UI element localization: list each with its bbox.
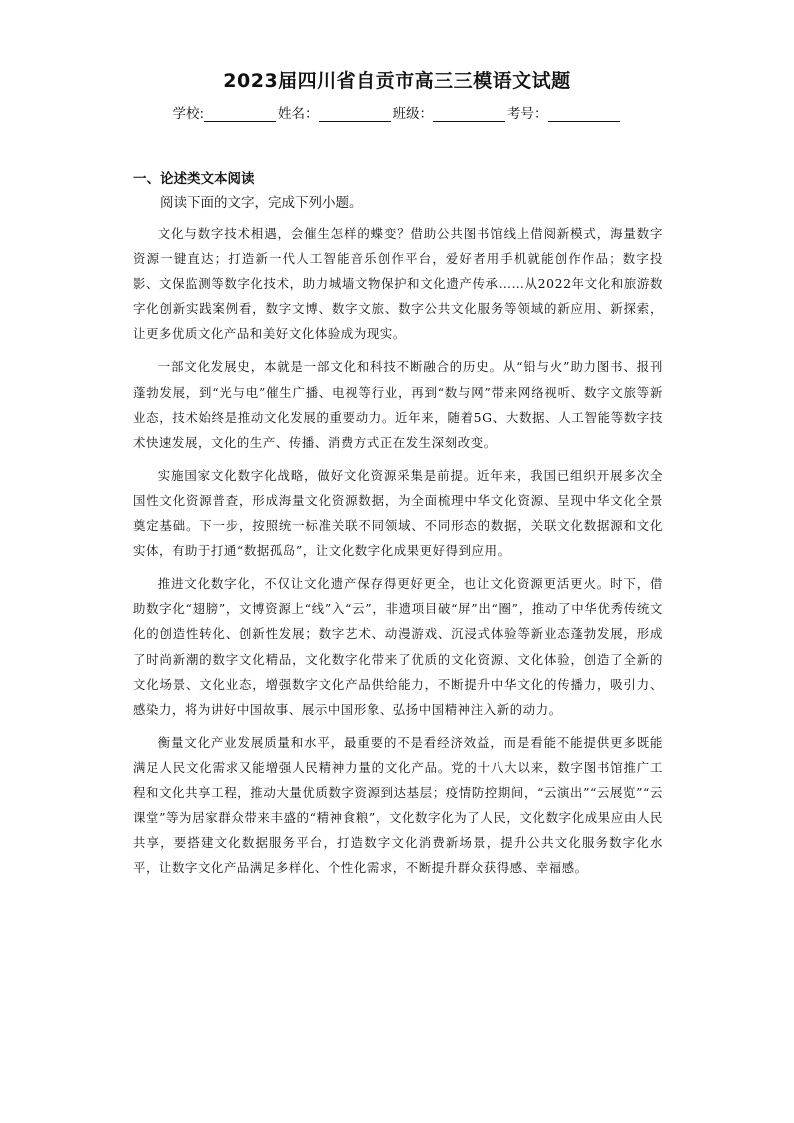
exam-no-blank[interactable] (548, 107, 620, 122)
name-field (278, 102, 393, 122)
section-instruction: 阅读下面的文字，完成下列小题。 (160, 195, 363, 211)
section-heading: 一、论述类文本阅读 (133, 171, 255, 187)
student-info-line (0, 102, 794, 122)
school-field (172, 102, 278, 122)
name-blank[interactable] (319, 107, 391, 122)
passage-paragraph-1: 文化与数字技术相遇，会催生怎样的蝶变？借助公共图书馆线上借阅新模式，海量数字资源一键直达；打造新一代人工智能音乐创作平台，爱好者用手机就能创作作品；数字投影、文保监测等数字化技术，助力城墙文物保护和文化遗产传承……从2022年文化和旅游数字化创新实践案例看，数字文博、数字文旅、数字公共文化服务等领域的新应用、新探索，让更多优质文化产品和美好文化体验成为现实。 (133, 226, 663, 342)
school-label: 学校: (172, 106, 205, 122)
class-label: 班级： (392, 106, 434, 122)
document-title: 2023届四川省自贡市高三三模语文试题 (223, 70, 571, 92)
name-label: 姓名： (278, 106, 319, 122)
passage-paragraph-5: 衡量文化产业发展质量和水平，最重要的不是看经济效益，而是看能不能提供更多既能满足人民文化需求又能增强人民精神力量的文化产品。党的十八大以来，数字图书馆推广工程和文化共享工程，推动大量优质数字资源到达基层；疫情防控期间，“云演出”“云展览”“云课堂”等为居家群众带来丰盛的“精神食粮”，文化数字化为了人民，文化数字化成果应由人民共享，要搭建文化数据服务平台，打造数字文化消费新场景，提升公共文化服务数字化水平，让数字文化产品满足多样化、个性化需求，不断提升群众获得感、幸福感。 (133, 734, 663, 876)
reading-passage (133, 221, 663, 880)
exam-no-label: 考号： (507, 106, 548, 122)
passage-paragraph-2: 一部文化发展史，本就是一部文化和科技不断融合的历史。从“铅与火”助力图书、报刊蓬勃发展，到“光与电”催生广播、电视等行业，再到“数与网”带来网络视听、数字文旅等新业态，技术始终是推动文化发展的重要动力。近年来，随着5G、大数据、人工智能等数字技术快速发展，文化的生产、传播、消费方式正在发生深刻改变。 (133, 359, 663, 450)
class-blank[interactable] (433, 107, 505, 122)
school-blank[interactable] (204, 107, 276, 122)
passage-paragraph-3: 实施国家文化数字化战略，做好文化资源采集是前提。近年来，我国已组织开展多次全国性文化资源普查，形成海量文化资源数据，为全面梳理中华文化资源、呈现中华文化全景奠定基础。下一步，按照统一标准关联不同领域、不同形态的数据，关联文化数据源和文化实体，有助于打通“数据孤岛”，让文化数字化成果更好得到应用。 (133, 467, 663, 559)
exam-no-field (507, 102, 622, 122)
passage-paragraph-4: 推进文化数字化，不仅让文化遗产保存得更好更全，也让文化资源更活更火。时下，借助数字化“翅膀”，文博资源上“线”入“云”，非遗项目破“屏”出“圈”，推动了中华优秀传统文化的创造性转化、创新性发展；数字艺术、动漫游戏、沉浸式体验等新业态蓬勃发展，形成了时尚新潮的数字文化精品，文化数字化带来了优质的文化资源、文化体验，创造了全新的文化场景、文化业态，增强数字文化产品供给能力，不断提升中华文化的传播力，吸引力、感染力，将为讲好中国故事、展示中国形象、弘扬中国精神注入新的动力。 (133, 576, 664, 717)
class-field (393, 102, 508, 122)
